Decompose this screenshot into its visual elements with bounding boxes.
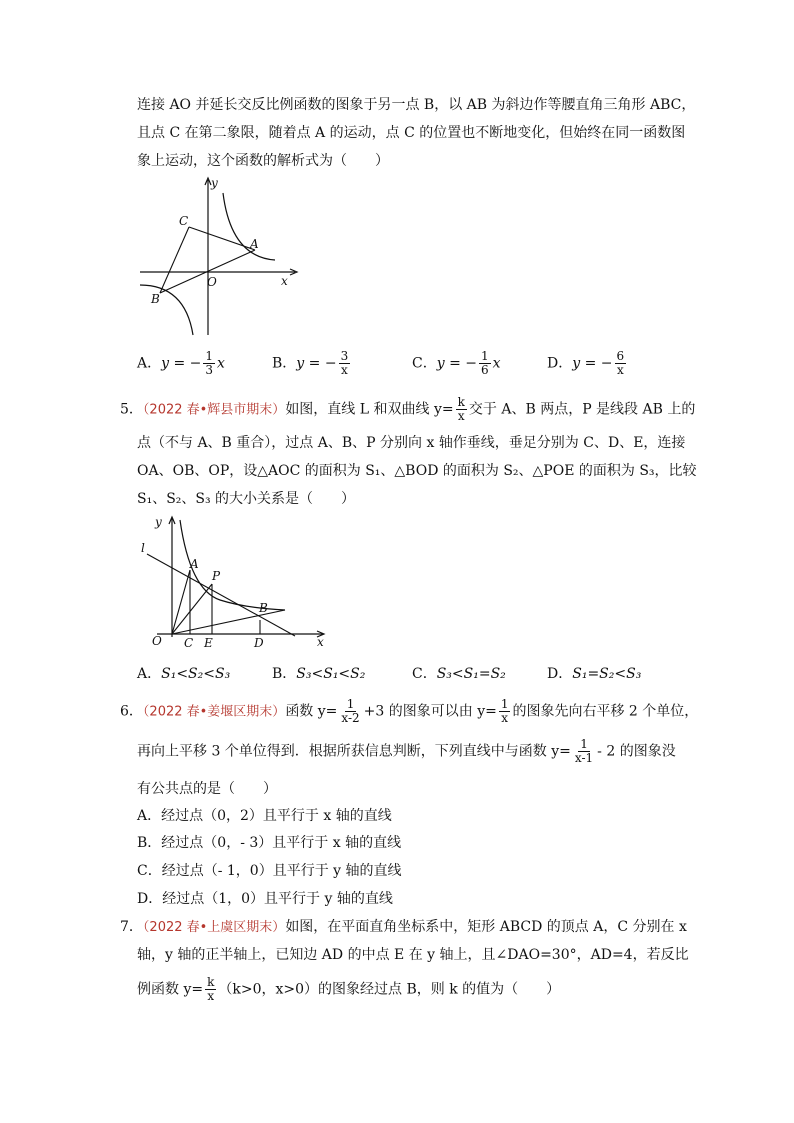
q4-hyperbola-right [223,193,275,260]
q7-fraction-den: x [207,989,215,1003]
q5-label-x: x [317,635,324,649]
q4-figure [135,175,315,340]
q5-text-line1-a: 如图，直线 L 和双曲线 y= [285,401,454,418]
q4-option-a-suffix: x [217,355,225,372]
q4-option-b-fraction [339,350,351,377]
q4-label-x: x [281,274,288,288]
q5-segment-oa [172,570,190,634]
q6-text-line2 [137,738,676,765]
q4-option-b-num: 3 [340,349,349,363]
q4-option-c[interactable] [412,350,501,377]
q5-option-a-letter: A． [137,666,162,682]
q6-fraction-1-den: x-2 [341,711,360,725]
q4-label-a: A [250,237,259,251]
q5-text-line3: OA、OB、OP，设△AOC 的面积为 S₁、△BOD 的面积为 S₂、△POE 的面积为 S₃，比较 [137,463,697,479]
q4-option-a-prefix: y = − [161,355,202,372]
q4-option-d-num: 6 [616,349,625,363]
q5-text-line2: 点（不与 A、B 重合），过点 A、B、P 分别向 x 轴作垂线，垂足分别为 C、D、E，连接 [137,435,686,451]
q4-option-b-prefix: y = − [296,355,337,372]
q4-option-c-prefix: y = − [436,355,477,372]
q5-label-c: C [184,636,194,650]
q5-source-tag: （2022 春•辉县市期末） [142,402,286,418]
q7-number: 7． [120,919,143,935]
q4-option-b-den: x [341,363,348,377]
q4-option-c-fraction [479,350,491,377]
q7-text-line2: 轴，y 轴的正半轴上，已知边 AD 的中点 E 在 y 轴上，且∠DAO=30°，AD=4，若反比 [137,947,689,963]
q6-fraction-3 [573,738,595,765]
q5-label-d: D [254,636,264,650]
q5-fraction-den: x [457,409,465,423]
q6-text-line1-b: +3 的图象可以由 y= [363,703,497,720]
q4-option-a-letter: A． [137,355,162,372]
q7-text-line1-body: 如图，在平面直角坐标系中，矩形 ABCD 的顶点 A，C 分别在 x [285,919,687,935]
q7-fraction [205,976,216,1003]
q6-text-line2-b: - 2 的图象没 [597,743,676,760]
q5-option-c-letter: C． [412,666,437,682]
q4-label-c: C [179,214,189,228]
q6-fraction-3-num: 1 [580,737,588,751]
q4-option-d[interactable] [547,350,628,377]
q5-label-y: y [155,515,162,529]
q4-label-o: O [207,275,217,289]
q4-segment-cb [160,227,189,293]
q4-option-a[interactable] [137,350,225,377]
q6-fraction-2 [499,698,511,725]
q7-text-line1 [120,917,687,938]
q4-segment-ca [189,227,255,250]
q5-option-c[interactable] [412,664,506,684]
q7-text-line3 [137,976,560,1003]
q5-figure [135,512,335,652]
q4-option-a-num: 1 [205,349,214,363]
q5-option-d-letter: D． [547,666,573,682]
q4-option-c-num: 1 [481,349,489,363]
q5-fraction [456,396,467,423]
q4-option-c-suffix: x [492,355,501,372]
q4-option-a-fraction [203,350,215,377]
q4-option-b-letter: B． [272,355,297,372]
q7-text-line3-a: 例函数 y= [137,981,204,998]
q6-fraction-1 [339,698,361,725]
q6-fraction-2-num: 1 [500,697,509,711]
q7-fraction-num: k [207,975,215,989]
q4-option-c-den: 6 [481,363,489,377]
q4-option-a-den: 3 [205,363,214,377]
q6-text-line2-a: 再向上平移 3 个单位得到．根据所获信息判断，下列直线中与函数 y= [137,743,571,760]
q5-number: 5． [120,401,143,418]
q7-source-tag: （2022 春•上虞区期末） [142,920,286,935]
q5-label-a: A [190,557,199,571]
q4-text-line1: 连接 AO 并延长交反比例函数的图象于另一点 B，以 AB 为斜边作等腰直角三角形 ABC， [137,97,696,113]
q6-fraction-1-num: 1 [346,697,355,711]
q4-label-b: B [151,292,160,306]
q5-label-p: P [212,569,221,583]
q5-text-line4: S₁、S₂、S₃ 的大小关系是（ ） [137,491,356,507]
q4-option-d-prefix: y = − [572,355,613,372]
q5-label-e: E [204,636,213,650]
q4-text-line3: 象上运动，这个函数的解析式为（ ） [137,153,389,169]
q6-text-line1-c: 的图象先向右平移 2 个单位， [512,703,699,720]
q5-option-a-text: S₁<S₂<S₃ [161,666,231,682]
q6-option-c[interactable]: C．经过点（- 1，0）且平行于 y 轴的直线 [137,863,402,879]
q4-option-b[interactable] [272,350,352,377]
q6-option-b[interactable]: B．经过点（0，- 3）且平行于 x 轴的直线 [137,835,402,851]
q5-fraction-num: k [457,395,465,409]
q5-label-l: l [141,541,145,555]
q5-label-b: B [259,601,268,615]
q6-text-line1-a: 函数 y= [285,703,338,720]
q6-source-tag: （2022 春•姜堰区期末） [142,704,286,720]
q5-option-b-text: S₃<S₁<S₂ [296,666,366,682]
q4-text-line2: 且点 C 在第二象限，随着点 A 的运动，点 C 的位置也不断地变化，但始终在同一函数图 [137,125,686,141]
q5-option-d[interactable] [547,664,641,684]
q4-option-d-fraction [615,350,627,377]
q6-option-a[interactable]: A．经过点（0，2）且平行于 x 轴的直线 [137,808,392,824]
q6-text-line1 [120,698,698,725]
q7-text-line3-b: （k>0，x>0）的图象经过点 B，则 k 的值为（ ） [218,981,561,998]
q5-option-d-text: S₁=S₂<S₃ [572,666,642,682]
q6-option-d[interactable]: D．经过点（1，0）且平行于 y 轴的直线 [137,891,393,907]
q5-option-b[interactable] [272,664,365,684]
q5-label-o: O [152,634,162,648]
q5-option-b-letter: B． [272,666,297,682]
q5-text-line1-b: 交于 A、B 两点，P 是线段 AB 上的 [468,401,696,418]
q4-option-d-letter: D． [547,355,573,372]
q6-number: 6． [120,703,143,720]
q4-label-y: y [211,176,218,190]
q5-option-c-text: S₃<S₁=S₂ [436,666,506,682]
q5-option-a[interactable] [137,664,230,684]
q4-option-d-den: x [616,363,624,377]
q4-hyperbola-left [140,285,193,335]
q5-text-line1 [120,396,695,423]
q6-fraction-3-den: x-1 [574,751,594,765]
q4-option-c-letter: C． [412,355,437,372]
q6-fraction-2-den: x [501,711,509,725]
q6-text-line3: 有公共点的是（ ） [137,781,277,797]
